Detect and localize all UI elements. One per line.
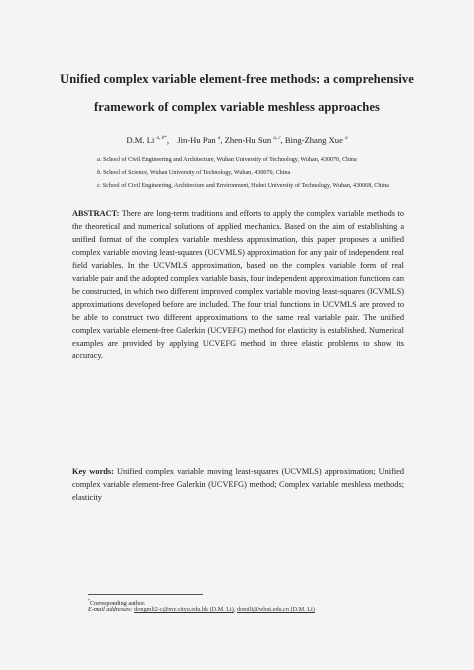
author-affiliation-marker: a, c (273, 136, 281, 141)
affiliation-text: School of Civil Engineering and Architecture, Wuhan University of Technology, Wuhan, 430070, China (103, 157, 357, 163)
author-name: Zhen-Hu Sun (224, 135, 272, 145)
affiliation-text: School of Civil Engineering, Architecture and Environment, Hubei University of Technology, Wuhan, 430068, China (102, 183, 389, 189)
abstract-text: There are long-term traditions and efforts to apply the complex variable methods to the theoretical and numerical solutions of applied mechanics. Based on the aim of establishing a unified format of the complex variable meshless approximation, this paper proposes a unified complex variable moving least-squares (UCVMLS) approximation for any pair of independent real field variables. In the UCVMLS approximation, based on the complex variable form of real variable pair and the adopted complex variable basis, four independent approximation functions can be constructed, in which two different improved complex variable moving least-squares (ICVMLS) approximations developed before are included. The four trial functions in UCVMLS are proved to be able to construct two different approximations to the same real variable pair. The unified complex variable element-free Galerkin (UCVEFG) method for elasticity is established. Numerical examples are provided by applying UCVEFG method in three elastic problems to show its accuracy. (72, 209, 404, 361)
abstract-heading: ABSTRACT: (72, 209, 120, 218)
author-separator: , (220, 135, 225, 145)
affiliation-text: School of Science, Wuhan University of Technology, Wuhan, 430070, China (103, 170, 291, 176)
keywords (72, 466, 404, 505)
paper-title-line-2: framework of complex variable meshless approaches (94, 100, 380, 114)
email-separator: , (233, 606, 237, 613)
footnote-marker: * (88, 598, 90, 603)
abstract (72, 208, 404, 363)
affiliation-label: a. (97, 157, 102, 163)
email-label: E-mail addresses: (88, 606, 133, 613)
author-affiliation-marker: a, b* (156, 136, 167, 141)
paper-title-line-1: Unified complex variable element-free methods: a comprehensive (60, 72, 414, 86)
footnote-emails (88, 606, 315, 613)
affiliation-label: b. (97, 170, 102, 176)
affiliation-label: c. (97, 183, 102, 189)
author-list (40, 134, 434, 146)
email-link-1[interactable]: dongmli2-c@my.cityu.edu.hk (D.M. Li) (134, 606, 234, 613)
author-affiliation-marker: a (217, 136, 221, 141)
footnote-divider (88, 594, 203, 595)
author-affiliation-marker: a (345, 136, 348, 141)
author-name: D.M. Li (126, 135, 155, 145)
affiliation-b (97, 170, 457, 176)
author-separator: ， (166, 135, 176, 145)
email-link-2[interactable]: domili@whut.edu.cn (D.M. Li) (236, 606, 315, 613)
keywords-text: Unified complex variable moving least-squares (UCVMLS) approximation; Unified complex variable element-free Galerkin (UCVEFG) method; Complex variable meshless methods; elasticity (72, 467, 404, 502)
author-name: Jin-Hu Pan (177, 135, 216, 145)
author-name: Bing-Zhang Xue (284, 135, 343, 145)
affiliation-a (97, 157, 457, 163)
affiliation-c (97, 183, 457, 189)
keywords-heading: Key words: (72, 467, 114, 476)
footnote-corresponding-text: Corresponding author. (90, 600, 146, 607)
author-separator: , (280, 135, 285, 145)
